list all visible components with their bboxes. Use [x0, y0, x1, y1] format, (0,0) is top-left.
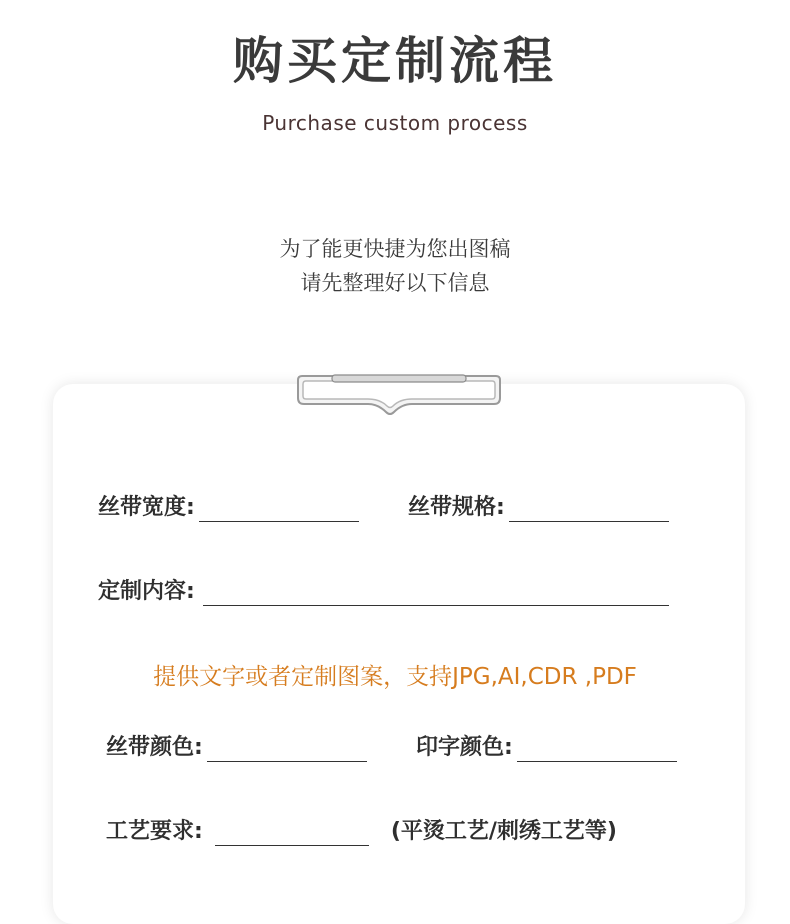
- custom-content-label: 定制内容:: [98, 579, 195, 604]
- print-color-row: [416, 734, 677, 762]
- intro-line-1: 为了能更快捷为您出图稿: [279, 237, 511, 261]
- ribbon-color-row: [106, 734, 367, 762]
- intro-line-2: 请先整理好以下信息: [300, 271, 490, 295]
- intro-text: [0, 232, 790, 300]
- page-title: 购买定制流程: [233, 32, 557, 90]
- ribbon-spec-row: [408, 494, 669, 522]
- craft-note: (平烫工艺/刺绣工艺等): [390, 819, 617, 844]
- craft-field[interactable]: [215, 821, 369, 846]
- craft-label: 工艺要求:: [106, 819, 203, 844]
- custom-content-field[interactable]: [203, 581, 669, 606]
- ribbon-width-row: [98, 494, 359, 522]
- custom-content-row: [98, 578, 669, 606]
- ribbon-color-field[interactable]: [207, 737, 367, 762]
- print-color-label: 印字颜色:: [416, 735, 513, 760]
- craft-row: [106, 818, 617, 846]
- file-format-hint: 提供文字或者定制图案，支持JPG,AI,CDR ,PDF: [153, 664, 637, 690]
- ribbon-width-field[interactable]: [199, 497, 359, 522]
- ribbon-spec-field[interactable]: [509, 497, 669, 522]
- paper-clip-icon: [294, 372, 504, 420]
- ribbon-spec-label: 丝带规格:: [408, 495, 505, 520]
- print-color-field[interactable]: [517, 737, 677, 762]
- page-subtitle: Purchase custom process: [262, 111, 528, 135]
- ribbon-color-label: 丝带颜色:: [106, 735, 203, 760]
- ribbon-width-label: 丝带宽度:: [98, 495, 195, 520]
